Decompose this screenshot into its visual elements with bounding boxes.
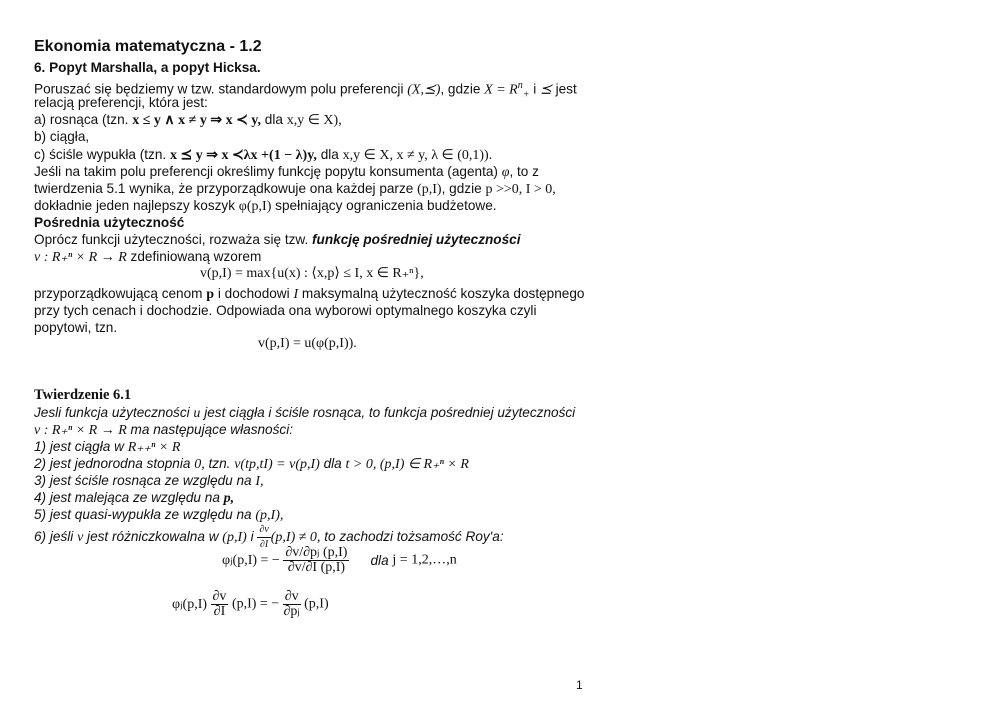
fraction-numerator: ∂v/∂pⱼ (p,I) [285, 545, 348, 560]
text: i dochodowi [214, 286, 294, 301]
math: ⪯ [540, 82, 552, 98]
math: v [77, 530, 84, 546]
math: x,y ∈ X), [286, 113, 342, 128]
text: 1) jest ciągła w [34, 439, 128, 454]
subsection-heading: Pośrednia użyteczność [34, 215, 185, 230]
math: (p,I), [255, 508, 284, 523]
text: i [529, 81, 541, 97]
formula-demand: v(p,I) = u(φ(p,I)). [258, 336, 357, 351]
text: , gdzie [441, 181, 486, 196]
theorem-line-1 [34, 404, 575, 422]
text: tzn. [204, 456, 235, 471]
demand-line-2 [34, 180, 556, 198]
page-number: 1 [576, 678, 583, 692]
math: p [206, 287, 215, 302]
math: v(tp,tI) = v(p,I) [234, 457, 320, 472]
math: I [293, 287, 299, 302]
text: spełniający ograniczenia budżetowe. [271, 198, 497, 213]
indirect-line-4: przy tych cenach i dochodzie. Odpowiada ona wyborowi optymalnego koszyka czyli [34, 303, 537, 318]
math: (p,I) [222, 530, 247, 546]
emphasis: funkcję pośredniej użyteczności [312, 232, 521, 247]
text: zdefiniowaną wzorem [126, 249, 262, 264]
math: (p,I) [417, 182, 442, 197]
math: p, [223, 491, 235, 506]
text: i [246, 529, 258, 545]
text: jest ciągła i ściśle rosnąca, to funkcja pośredniej użyteczności [200, 405, 576, 420]
text: Poruszać się będziemy w tzw. standardowym polu preferencji [34, 81, 408, 97]
theorem-line-2 [34, 421, 293, 439]
demand-line-1 [34, 163, 539, 181]
fraction-denominator: ∂v/∂I (p,I) [287, 560, 346, 575]
math: v : R₊ⁿ × R → R [34, 250, 127, 265]
condition-math: j = 1,2,…,n [392, 552, 457, 568]
text: 2) jest jednorodna stopnia [34, 456, 195, 471]
text: 3) jest ściśle rosnąca ze względu na [34, 473, 256, 488]
text: 4) jest malejąca ze względu na [34, 490, 224, 505]
theorem-heading: Twierdzenie 6.1 [34, 387, 132, 403]
roy-fraction [283, 546, 349, 575]
text: Jesli funkcja użyteczności [34, 405, 194, 420]
math: (X,⪯) [407, 82, 441, 98]
formula-middle: (p,I) = − [231, 596, 280, 612]
document-title: Ekonomia matematyczna - 1.2 [34, 38, 262, 55]
text: c) ściśle wypukła (tzn. [34, 147, 170, 162]
text: , to z [509, 164, 539, 179]
property-b: b) ciągła, [34, 129, 90, 144]
text: dla [316, 147, 343, 162]
theorem-property-5 [34, 506, 283, 524]
math-subscript: + [522, 89, 530, 101]
theorem-property-1 [34, 438, 180, 456]
math: R₊₊ⁿ × R [127, 440, 181, 455]
fraction-denominator: ∂pⱼ [283, 604, 300, 619]
text: dokładnie jeden najlepszy koszyk [34, 198, 239, 213]
math: v : R₊ⁿ × R → R [34, 423, 127, 438]
math: u [193, 406, 201, 421]
text: , gdzie [440, 81, 485, 97]
math: (p,I) ≠ 0, [270, 530, 321, 546]
formula-indirect-utility: v(p,I) = max{u(x) : ⟨x,p⟩ ≤ I, x ∈ R₊ⁿ}, [200, 266, 424, 281]
fraction-denominator: ∂I [213, 604, 226, 619]
math: X = R [484, 82, 518, 98]
text: dla [319, 456, 346, 471]
math: t > 0, (p,I) ∈ R₊ⁿ × R [345, 457, 469, 472]
text: a) rosnąca (tzn. [34, 112, 133, 127]
demand-line-3 [34, 197, 497, 215]
math: 0, [194, 457, 205, 472]
formula-roy-identity-rearranged [172, 590, 329, 619]
text: Oprócz funkcji użyteczności, rozważa się tzw. [34, 232, 313, 247]
math-superscript: n [517, 80, 523, 91]
text: twierdzenia 5.1 wynika, że przyporządkowuje ona każdej parze [34, 181, 418, 196]
text: jest [551, 81, 577, 97]
indirect-line-5: popytowi, tzn. [34, 320, 118, 335]
indirect-line-3 [34, 285, 584, 303]
fraction-dv-di [211, 590, 229, 619]
text: to zachodzi tożsamość Roy'a: [320, 529, 504, 545]
fraction-numerator: ∂v [257, 523, 270, 538]
math: p >>0, I > 0, [485, 182, 556, 197]
theorem-property-4 [34, 489, 234, 507]
text: przyporządkowującą cenom [34, 286, 207, 301]
fraction-denominator: ∂I [259, 539, 269, 550]
math: φ(p,I) [238, 199, 272, 214]
formula-end: (p,I) [304, 596, 329, 612]
text: maksymalną użyteczność koszyka dostępnego [298, 286, 585, 301]
intro-line-2: relacją preferencji, która jest: [34, 95, 208, 110]
condition-text: dla [370, 553, 393, 568]
formula-lhs: φⱼ(p,I) [172, 597, 208, 612]
indirect-line-1 [34, 231, 521, 248]
text: jest różniczkowalna w [83, 529, 223, 545]
text: 5) jest quasi-wypukła ze względu na [34, 507, 256, 522]
text: 6) jeśli [34, 529, 78, 545]
math: x ⪯ y ⇒ x ≺λx +(1 − λ)y, [169, 148, 317, 163]
math: I, [255, 474, 264, 489]
fraction-numerator: ∂v [284, 589, 299, 604]
theorem-property-3 [34, 472, 264, 490]
math: x,y ∈ X, x ≠ y, λ ∈ (0,1)). [342, 148, 493, 163]
text: ma następujące własności: [126, 422, 294, 437]
formula-lhs: φⱼ(p,I) = − [222, 553, 280, 568]
math: φ [501, 165, 510, 180]
indirect-line-2 [34, 248, 261, 266]
section-heading: 6. Popyt Marshalla, a popyt Hicksa. [34, 60, 261, 75]
text: Jeśli na takim polu preferencji określimy funkcję popytu konsumenta (agenta) [34, 164, 502, 179]
property-c [34, 146, 492, 164]
text: dla [261, 112, 287, 127]
fraction-dv-dp [283, 590, 301, 619]
formula-roy-identity [222, 546, 457, 575]
math: x ≤ y ∧ x ≠ y ⇒ x ≺ y, [132, 113, 262, 128]
theorem-property-2 [34, 455, 469, 473]
fraction-numerator: ∂v [212, 589, 227, 604]
property-a [34, 111, 342, 129]
